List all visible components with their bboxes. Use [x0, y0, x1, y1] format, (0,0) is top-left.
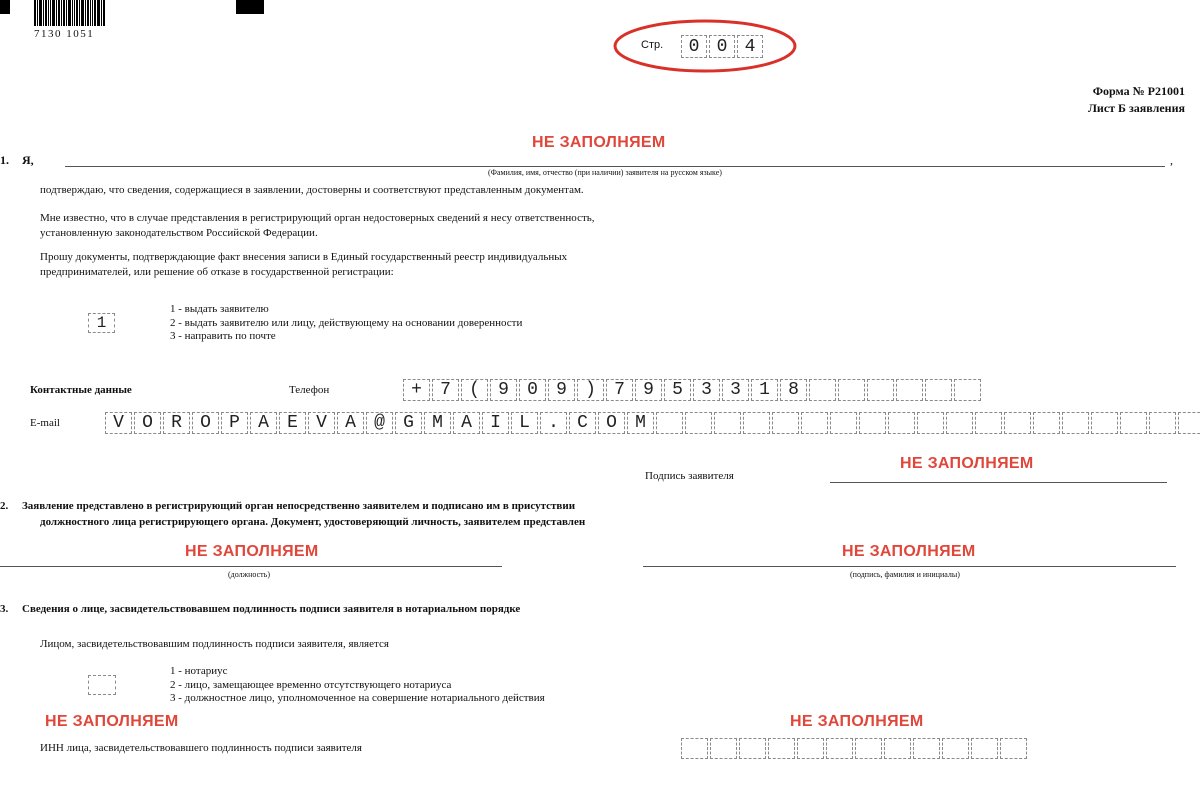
- phone-char-cell[interactable]: 7: [432, 379, 459, 401]
- inn-digit-cell[interactable]: [739, 738, 766, 759]
- page-digit: 4: [737, 35, 763, 58]
- email-char-cell[interactable]: [1178, 412, 1200, 434]
- phone-char-cell[interactable]: 3: [722, 379, 749, 401]
- phone-char-cell[interactable]: 9: [548, 379, 575, 401]
- paragraph-confirm: подтверждаю, что сведения, содержащиеся в заявлении, достоверны и соответствуют представленным документам.: [40, 184, 584, 196]
- annotation-not-fill: НЕ ЗАПОЛНЯЕМ: [532, 134, 666, 151]
- email-char-cell[interactable]: [1004, 412, 1031, 434]
- email-char-cell[interactable]: [1120, 412, 1147, 434]
- email-char-cell[interactable]: [685, 412, 712, 434]
- page-number-cells: [681, 35, 765, 58]
- phone-char-cell[interactable]: [925, 379, 952, 401]
- phone-char-cell[interactable]: ): [577, 379, 604, 401]
- phone-char-cell[interactable]: [809, 379, 836, 401]
- section-2-line-1: Заявление представлено в регистрирующий орган непосредственно заявителем и подписано им в присутствии: [22, 500, 576, 512]
- phone-char-cell[interactable]: 0: [519, 379, 546, 401]
- inn-digit-cell[interactable]: [768, 738, 795, 759]
- page-label: Стр.: [641, 39, 664, 51]
- email-char-cell[interactable]: [772, 412, 799, 434]
- email-char-cell[interactable]: V: [105, 412, 132, 434]
- email-char-cell[interactable]: [888, 412, 915, 434]
- delivery-choice-cell[interactable]: [88, 313, 117, 333]
- annotation-not-fill: НЕ ЗАПОЛНЯЕМ: [45, 713, 179, 730]
- page-digit: 0: [709, 35, 735, 58]
- email-char-cell[interactable]: [859, 412, 886, 434]
- annotation-not-fill: НЕ ЗАПОЛНЯЕМ: [790, 713, 924, 730]
- position-line: [0, 566, 502, 567]
- phone-char-cell[interactable]: 1: [751, 379, 778, 401]
- email-char-cell[interactable]: [1062, 412, 1089, 434]
- email-char-cell[interactable]: A: [250, 412, 277, 434]
- position-caption: (должность): [228, 570, 270, 579]
- inn-digit-cell[interactable]: [855, 738, 882, 759]
- inn-digit-cell[interactable]: [681, 738, 708, 759]
- inn-digit-cell[interactable]: [826, 738, 853, 759]
- signature-line: [830, 482, 1167, 483]
- barcode-number: 7130 1051: [34, 28, 95, 40]
- annotation-not-fill: НЕ ЗАПОЛНЯЕМ: [842, 543, 976, 560]
- phone-char-cell[interactable]: [838, 379, 865, 401]
- inn-digit-cell[interactable]: [913, 738, 940, 759]
- page-digit: 0: [681, 35, 707, 58]
- witness-option: 2 - лицо, замещающее временно отсутствующего нотариуса: [170, 679, 452, 691]
- paragraph-request-2: предпринимателей, или решение об отказе в государственной регистрации:: [40, 266, 394, 278]
- section-3-title: Сведения о лице, засвидетельствовавшем подлинность подписи заявителя в нотариальном порядке: [22, 603, 521, 615]
- phone-char-cell[interactable]: (: [461, 379, 488, 401]
- email-char-cell[interactable]: [714, 412, 741, 434]
- email-char-cell[interactable]: O: [598, 412, 625, 434]
- delivery-option: 3 - направить по почте: [170, 330, 276, 342]
- phone-char-cell[interactable]: 5: [664, 379, 691, 401]
- applicant-name-line: [65, 166, 1165, 167]
- section-3-number: 3.: [0, 603, 9, 615]
- inn-cells[interactable]: [681, 738, 1029, 759]
- email-char-cell[interactable]: G: [395, 412, 422, 434]
- email-cells[interactable]: [105, 412, 1200, 434]
- email-char-cell[interactable]: O: [192, 412, 219, 434]
- email-char-cell[interactable]: I: [482, 412, 509, 434]
- phone-char-cell[interactable]: 7: [606, 379, 633, 401]
- barcode: [34, 0, 106, 26]
- email-char-cell[interactable]: [975, 412, 1002, 434]
- contact-label: Контактные данные: [30, 384, 132, 396]
- email-char-cell[interactable]: [801, 412, 828, 434]
- form-number: Форма № Р21001: [1092, 84, 1185, 98]
- email-char-cell[interactable]: [946, 412, 973, 434]
- email-char-cell[interactable]: .: [540, 412, 567, 434]
- email-char-cell[interactable]: M: [627, 412, 654, 434]
- delivery-option: 2 - выдать заявителю или лицу, действующему на основании доверенности: [170, 317, 523, 329]
- email-char-cell[interactable]: [1149, 412, 1176, 434]
- email-char-cell[interactable]: L: [511, 412, 538, 434]
- delivery-choice-value[interactable]: 1: [88, 313, 115, 333]
- signature-label: Подпись заявителя: [645, 470, 734, 482]
- email-char-cell[interactable]: [830, 412, 857, 434]
- witness-option: 1 - нотариус: [170, 665, 228, 677]
- official-signature-line: [643, 566, 1176, 567]
- section-1-ya: Я,: [22, 153, 34, 167]
- name-comma: ,: [1170, 153, 1173, 167]
- inn-digit-cell[interactable]: [797, 738, 824, 759]
- email-char-cell[interactable]: M: [424, 412, 451, 434]
- email-char-cell[interactable]: E: [279, 412, 306, 434]
- section-1-number: 1.: [0, 153, 9, 167]
- phone-char-cell[interactable]: [867, 379, 894, 401]
- email-label: E-mail: [30, 417, 60, 429]
- inn-label: ИНН лица, засвидетельствовавшего подлинность подписи заявителя: [40, 742, 362, 754]
- name-caption: (Фамилия, имя, отчество (при наличии) заявителя на русском языке): [488, 168, 722, 177]
- phone-label: Телефон: [289, 384, 330, 396]
- section-2-line-2: должностного лица регистрирующего органа. Документ, удостоверяющий личность, заявителем представлен: [40, 516, 586, 528]
- witness-option: 3 - должностное лицо, уполномоченное на совершение нотариального действия: [170, 692, 545, 704]
- delivery-option: 1 - выдать заявителю: [170, 303, 269, 315]
- phone-char-cell[interactable]: +: [403, 379, 430, 401]
- email-char-cell[interactable]: [743, 412, 770, 434]
- paragraph-responsibility-1: Мне известно, что в случае представления в регистрирующий орган недостоверных сведений я несу ответственность,: [40, 212, 595, 224]
- inn-digit-cell[interactable]: [1000, 738, 1027, 759]
- email-char-cell[interactable]: @: [366, 412, 393, 434]
- official-signature-caption: (подпись, фамилия и инициалы): [850, 570, 960, 579]
- email-char-cell[interactable]: [656, 412, 683, 434]
- witness-choice-cell[interactable]: [88, 675, 118, 695]
- phone-char-cell[interactable]: 9: [635, 379, 662, 401]
- email-char-cell[interactable]: R: [163, 412, 190, 434]
- section-2-number: 2.: [0, 500, 9, 512]
- email-char-cell[interactable]: A: [453, 412, 480, 434]
- corner-marker: [0, 0, 10, 14]
- paragraph-request-1: Прошу документы, подтверждающие факт внесения записи в Единый государственный реестр индивидуальных: [40, 251, 568, 263]
- inn-digit-cell[interactable]: [884, 738, 911, 759]
- phone-cells[interactable]: [403, 379, 983, 401]
- inn-digit-cell[interactable]: [710, 738, 737, 759]
- paragraph-responsibility-2: установленную законодательством Российской Федерации.: [40, 227, 318, 239]
- inn-digit-cell[interactable]: [942, 738, 969, 759]
- phone-char-cell[interactable]: 3: [693, 379, 720, 401]
- email-char-cell[interactable]: P: [221, 412, 248, 434]
- phone-char-cell[interactable]: [896, 379, 923, 401]
- email-char-cell[interactable]: [917, 412, 944, 434]
- phone-char-cell[interactable]: 9: [490, 379, 517, 401]
- witness-question: Лицом, засвидетельствовавшим подлинность подписи заявителя, является: [40, 638, 389, 650]
- email-char-cell[interactable]: A: [337, 412, 364, 434]
- phone-char-cell[interactable]: 8: [780, 379, 807, 401]
- email-char-cell[interactable]: C: [569, 412, 596, 434]
- annotation-not-fill: НЕ ЗАПОЛНЯЕМ: [900, 455, 1034, 472]
- corner-marker: [236, 0, 264, 14]
- email-char-cell[interactable]: O: [134, 412, 161, 434]
- sheet-title: Лист Б заявления: [1087, 101, 1185, 115]
- witness-choice-value[interactable]: [88, 675, 116, 695]
- phone-char-cell[interactable]: [954, 379, 981, 401]
- email-char-cell[interactable]: [1091, 412, 1118, 434]
- email-char-cell[interactable]: V: [308, 412, 335, 434]
- inn-digit-cell[interactable]: [971, 738, 998, 759]
- annotation-not-fill: НЕ ЗАПОЛНЯЕМ: [185, 543, 319, 560]
- email-char-cell[interactable]: [1033, 412, 1060, 434]
